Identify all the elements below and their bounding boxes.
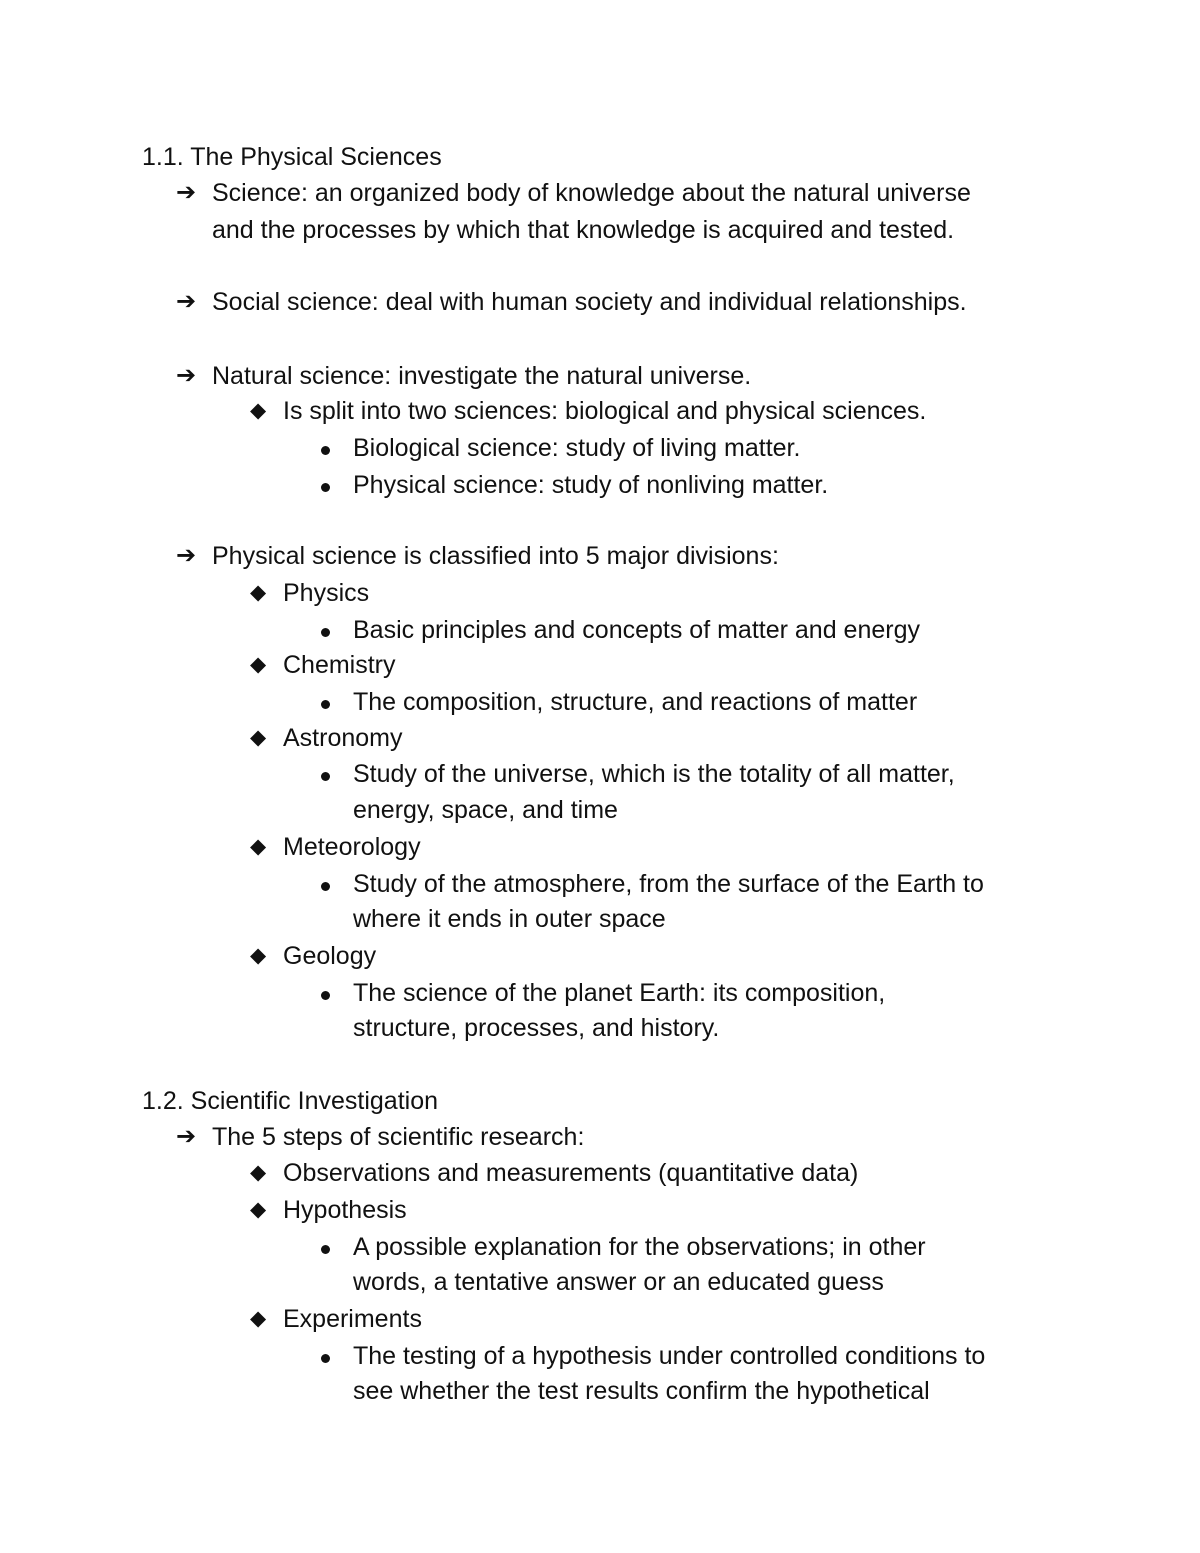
division-description: The composition, structure, and reactions of matter: [353, 688, 918, 716]
dot-bullet-icon: [321, 772, 330, 781]
step-description: A possible explanation for the observations; in other: [353, 1233, 926, 1261]
dot-bullet-icon: [321, 1354, 330, 1363]
list-item-continuation: and the processes by which that knowledge is acquired and tested.: [212, 216, 955, 244]
arrow-bullet-icon: ➔: [176, 288, 197, 315]
list-item: Science: an organized body of knowledge about the natural universe: [212, 179, 971, 207]
section-heading: 1.1. The Physical Sciences: [142, 143, 442, 171]
step-description-continuation: words, a tentative answer or an educated guess: [353, 1268, 884, 1296]
dot-bullet-icon: [321, 991, 330, 1000]
diamond-bullet-icon: ◆: [250, 1198, 267, 1221]
division-name: Geology: [283, 942, 377, 970]
step-name: Experiments: [283, 1305, 422, 1333]
diamond-bullet-icon: ◆: [250, 835, 267, 858]
diamond-bullet-icon: ◆: [250, 399, 267, 422]
step-description-continuation: see whether the test results confirm the hypothetical: [353, 1377, 930, 1405]
list-item: Social science: deal with human society and individual relationships.: [212, 288, 967, 316]
division-name: Astronomy: [283, 724, 403, 752]
list-item: Natural science: investigate the natural universe.: [212, 362, 752, 390]
arrow-bullet-icon: ➔: [176, 1123, 197, 1150]
diamond-bullet-icon: ◆: [250, 726, 267, 749]
dot-bullet-icon: [321, 628, 330, 637]
division-description-continuation: energy, space, and time: [353, 796, 618, 824]
list-item: Physical science: study of nonliving matter.: [353, 471, 829, 499]
diamond-bullet-icon: ◆: [250, 1161, 267, 1184]
division-name: Chemistry: [283, 651, 396, 679]
arrow-bullet-icon: ➔: [176, 179, 197, 206]
dot-bullet-icon: [321, 446, 330, 455]
division-description: Basic principles and concepts of matter and energy: [353, 616, 920, 644]
dot-bullet-icon: [321, 1245, 330, 1254]
dot-bullet-icon: [321, 700, 330, 709]
dot-bullet-icon: [321, 882, 330, 891]
diamond-bullet-icon: ◆: [250, 944, 267, 967]
division-name: Meteorology: [283, 833, 421, 861]
dot-bullet-icon: [321, 483, 330, 492]
step-name: Hypothesis: [283, 1196, 407, 1224]
diamond-bullet-icon: ◆: [250, 581, 267, 604]
list-item: Biological science: study of living matter.: [353, 434, 801, 462]
division-description: The science of the planet Earth: its composition,: [353, 979, 886, 1007]
step-name: Observations and measurements (quantitative data): [283, 1159, 859, 1187]
division-description-continuation: structure, processes, and history.: [353, 1014, 720, 1042]
arrow-bullet-icon: ➔: [176, 542, 197, 569]
division-description: Study of the universe, which is the totality of all matter,: [353, 760, 955, 788]
arrow-bullet-icon: ➔: [176, 362, 197, 389]
step-description: The testing of a hypothesis under controlled conditions to: [353, 1342, 986, 1370]
list-item: Is split into two sciences: biological and physical sciences.: [283, 397, 927, 425]
division-description: Study of the atmosphere, from the surface of the Earth to: [353, 870, 984, 898]
division-name: Physics: [283, 579, 370, 607]
section-heading: 1.2. Scientific Investigation: [142, 1087, 438, 1115]
division-description-continuation: where it ends in outer space: [353, 905, 666, 933]
list-item: Physical science is classified into 5 major divisions:: [212, 542, 779, 570]
diamond-bullet-icon: ◆: [250, 653, 267, 676]
diamond-bullet-icon: ◆: [250, 1307, 267, 1330]
list-item: The 5 steps of scientific research:: [212, 1123, 585, 1151]
